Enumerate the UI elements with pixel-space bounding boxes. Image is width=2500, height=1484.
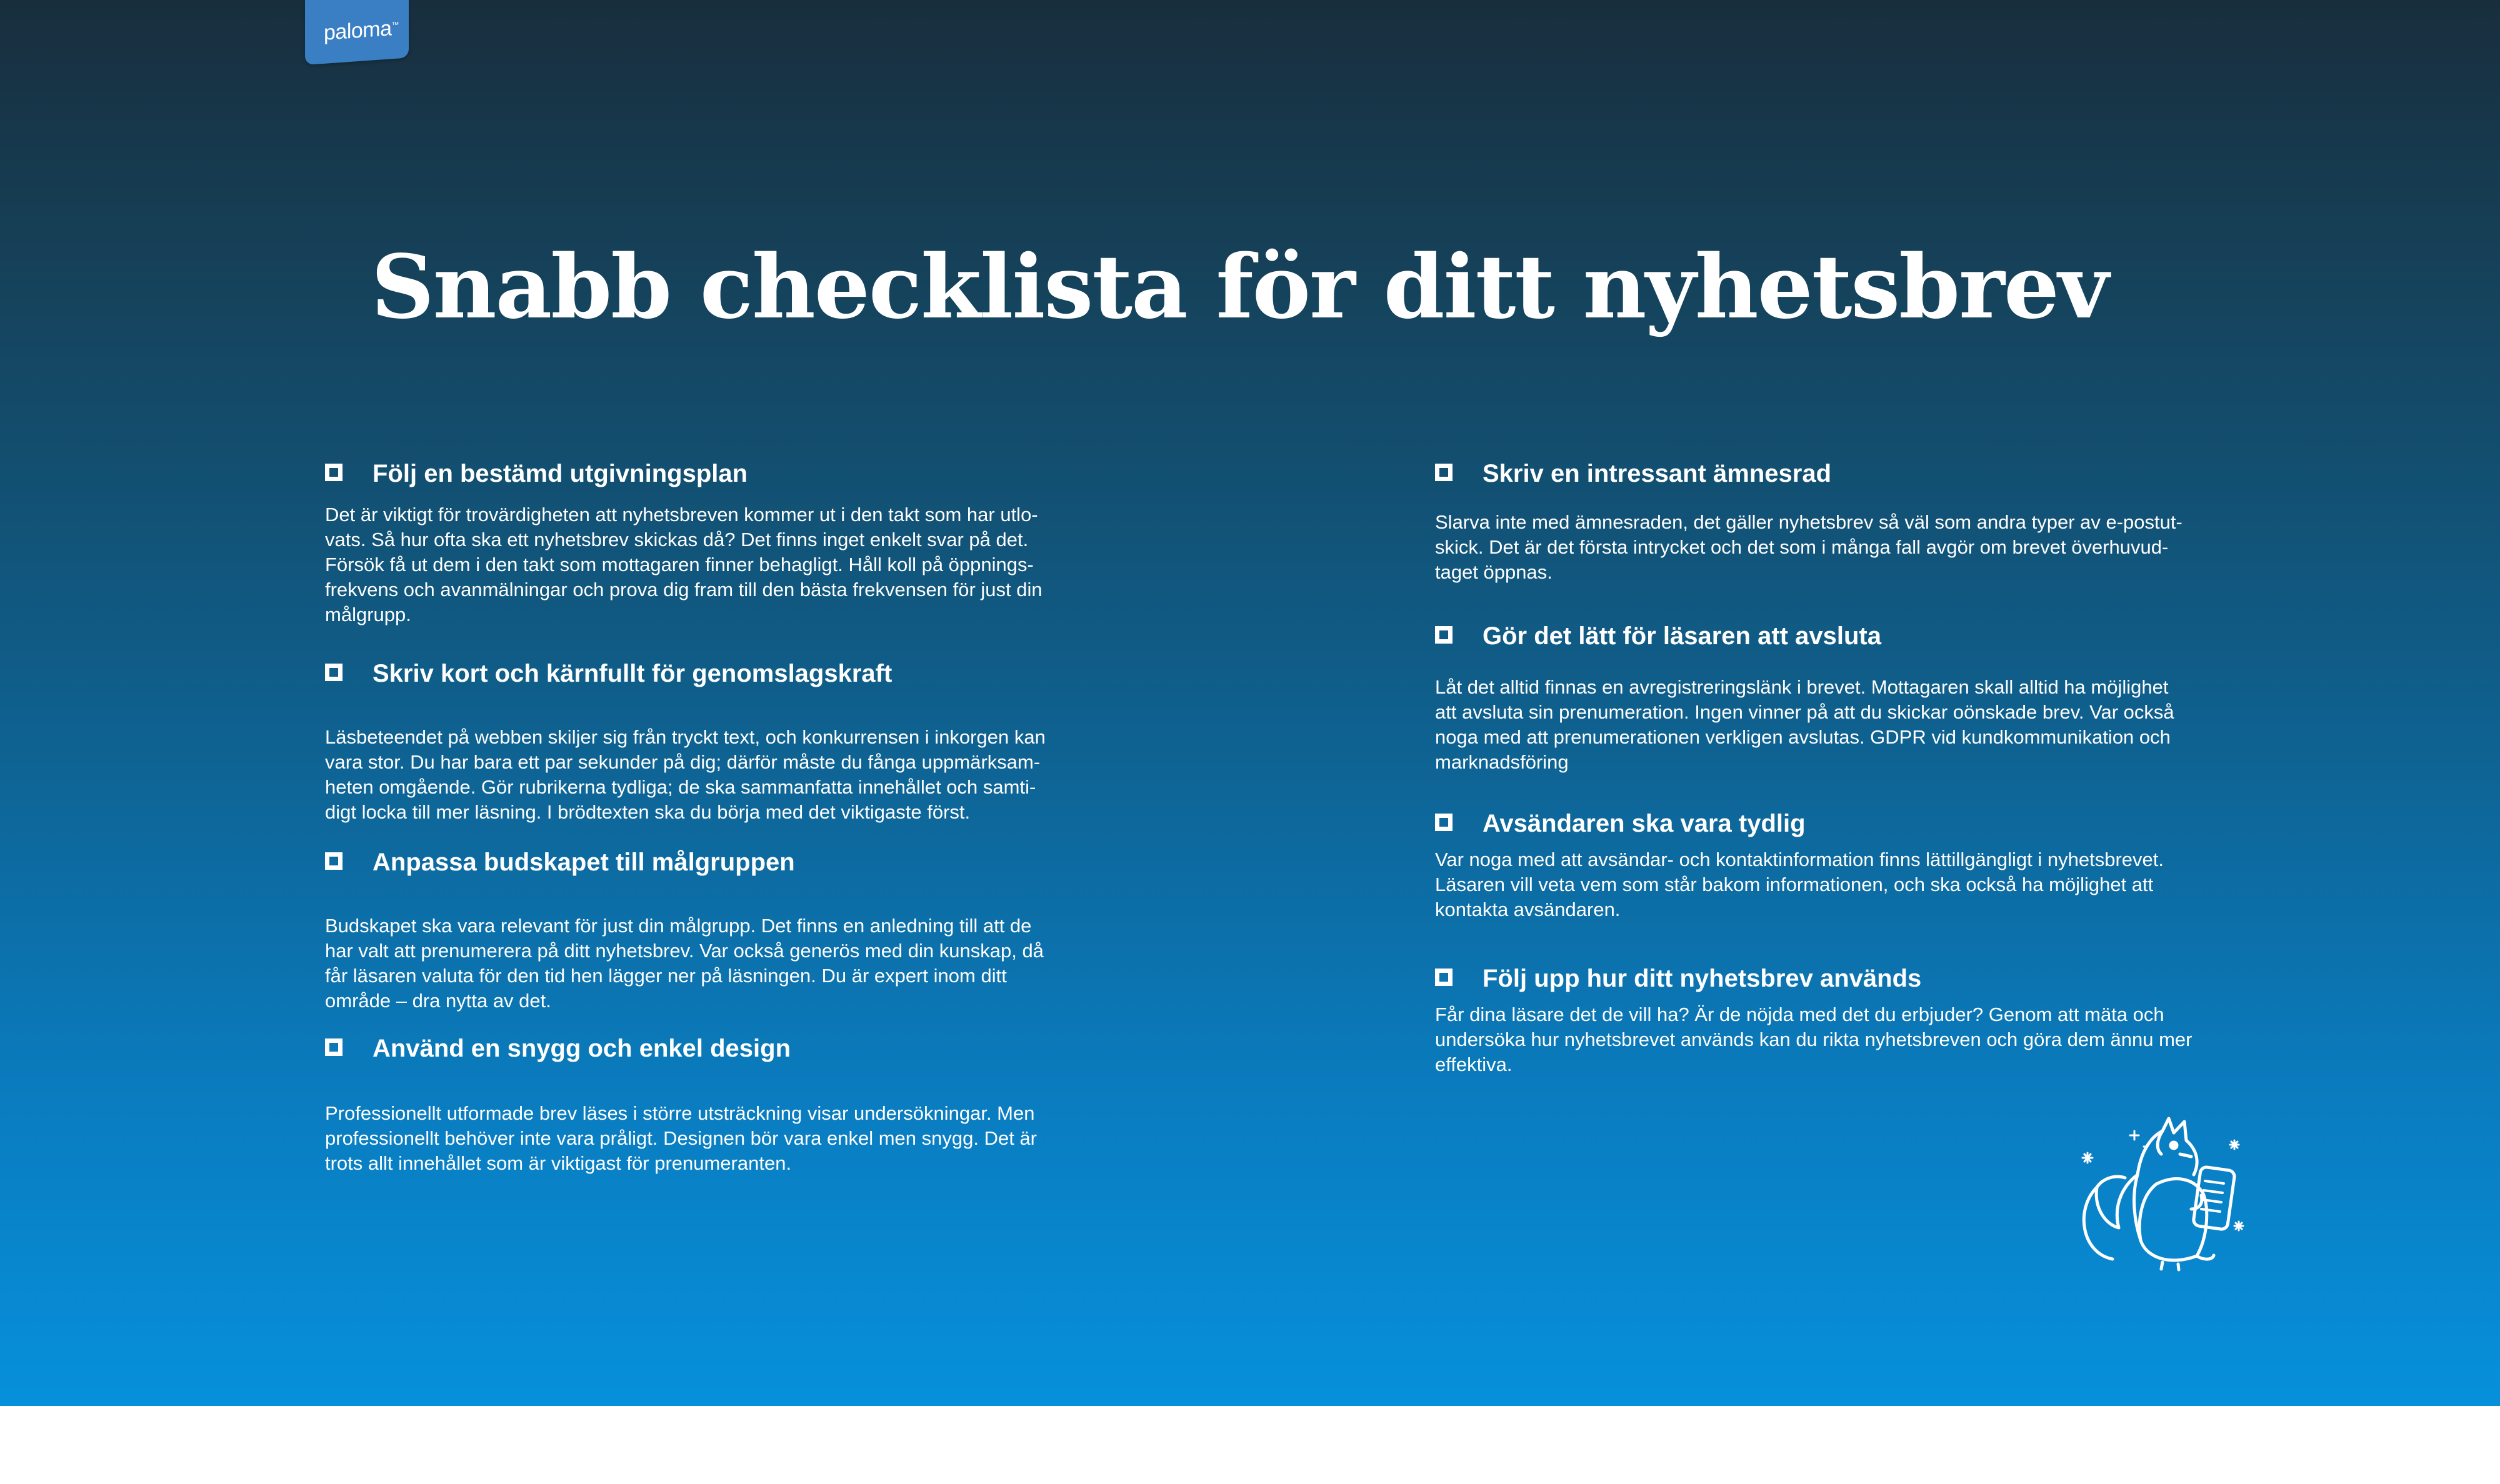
checklist-item: [1435, 961, 2222, 1077]
checklist-item: [325, 1031, 1112, 1176]
checklist-item: [325, 656, 1112, 825]
checkbox-icon[interactable]: [1435, 464, 1452, 481]
checklist-item-body: Var noga med att avsändar- och kontaktinformation finns lättillgängligt i nyhetsbrevet. Läsaren vill veta vem som står bakom informationen, och ska också ha möjlighet att kontakta avsändaren.: [1435, 849, 2164, 920]
checklist-item-body: Får dina läsare det de vill ha? Är de nöjda med det du erbjuder? Genom att mäta och undersöka hur nyhetsbrevet används kan du rikta nyhetsbreven och göra dem ännu mer effektiva.: [1435, 1003, 2192, 1075]
checklist-item-title: Avsändaren ska vara tydlig: [1482, 810, 1806, 837]
checklist-item-title: Använd en snygg och enkel design: [372, 1035, 791, 1062]
checklist-item-body: Läsbeteendet på webben skiljer sig från tryckt text, och konkurrensen i inkorgen kan vara stor. Du har bara ett par sekunder på dig; därför måste du fånga uppmärksam- heten omgående. Gör rubrikerna tydliga; de ska sammanfatta innehållet och samti- digt locka till mer läsning. I brödtexten ska du börja med det viktigaste först.: [325, 726, 1046, 823]
logo-text: paloma: [324, 16, 392, 45]
checklist-item-body: Budskapet ska vara relevant för just din målgrupp. Det finns en anledning till att de har valt att prenumerera på ditt nyhetsbrev. Var också generös med din kunskap, då får läsaren valuta för den tid hen lägger ner på läsningen. Du är expert inom ditt område – dra nytta av det.: [325, 915, 1044, 1012]
checklist-item-body: Professionellt utformade brev läses i större utsträckning visar undersökningar. Men professionellt behöver inte vara pråligt. Designen bör vara enkel men snygg. Det är trots allt innehållet som är viktigast för prenumeranten.: [325, 1102, 1038, 1174]
checklist-item: [325, 456, 1112, 627]
checklist-item-title: Skriv kort och kärnfullt för genomslagskraft: [372, 660, 892, 687]
checkbox-icon[interactable]: [1435, 626, 1452, 644]
paloma-logo[interactable]: [305, 0, 409, 65]
checkbox-icon[interactable]: [325, 1038, 342, 1056]
checkbox-icon[interactable]: [325, 664, 342, 681]
checklist-item: [1435, 619, 2222, 775]
checklist-item-body: Slarva inte med ämnesraden, det gäller nyhetsbrev så väl som andra typer av e-postut- skick. Det är det första intrycket och det som i många fall avgör om brevet överhuvud- taget öppnas.: [1435, 511, 2182, 583]
checklist-item-title: Följ upp hur ditt nyhetsbrev används: [1482, 965, 1922, 992]
checklist-item: [1435, 806, 2222, 922]
fox-with-phone-icon: [2069, 1115, 2256, 1272]
checklist-item: [325, 845, 1112, 1013]
logo-trademark: ™: [391, 20, 399, 29]
checkbox-icon[interactable]: [325, 464, 342, 481]
checkbox-icon[interactable]: [325, 852, 342, 870]
checklist-item-title: Följ en bestämd utgivningsplan: [372, 460, 748, 487]
checklist-item: [1435, 456, 2222, 585]
checklist-item-title: Gör det lätt för läsaren att avsluta: [1482, 622, 1881, 650]
checklist-item-title: Skriv en intressant ämnesrad: [1482, 460, 1832, 487]
checklist-item-body: Det är viktigt för trovärdigheten att nyhetsbreven kommer ut i den takt som har utlo- vats. Så hur ofta ska ett nyhetsbrev skickas då? Det finns inget enkelt svar på det. Försök få ut dem i den takt som mottagaren finner behagligt. Håll koll på öppnings- frekvens och avanmälningar och prova dig fram till den bästa frekvensen för just din målgrupp.: [325, 504, 1042, 625]
checklist-item-body: Låt det alltid finnas en avregistreringslänk i brevet. Mottagaren skall alltid ha möjlighet att avsluta sin prenumeration. Ingen vinner på att du skickar oönskade brev. Var också noga med att prenumerationen verkligen avslutas. GDPR vid kundkommunikation och marknadsföring: [1435, 676, 2174, 773]
checklist-item-title: Anpassa budskapet till målgruppen: [372, 849, 795, 876]
checkbox-icon[interactable]: [1435, 969, 1452, 986]
checkbox-icon[interactable]: [1435, 814, 1452, 831]
page-title: Snabb checklista för ditt nyhetsbrev: [371, 236, 2108, 339]
